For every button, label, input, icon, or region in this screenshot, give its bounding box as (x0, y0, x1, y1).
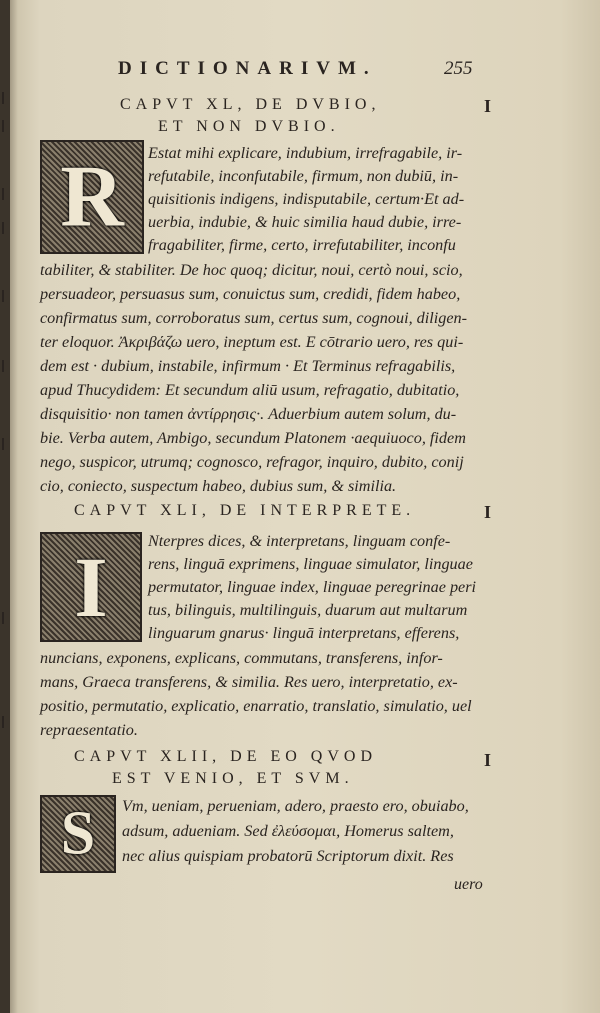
text-line: positio, permutatio, explicatio, enarratio, translatio, simulatio, uel (40, 697, 472, 715)
text-line: bie. Verba autem, Ambigo, secundum Platonem ·aequiuoco, fidem (40, 429, 466, 447)
text-line: persuadeor, persuasus sum, conuictus sum, credidi, fidem habeo, (40, 285, 461, 303)
text-line: quisitionis indigens, indisputabile, certum·Et ad- (148, 190, 465, 208)
text-line: tabiliter, & stabiliter. De hoc quoq; dicitur, noui, certò noui, scio, (40, 261, 463, 279)
text-line: mans, Graeca transferens, & similia. Res uero, interpretatio, ex- (40, 673, 458, 691)
text-line: Vm, ueniam, perueniam, adero, praesto ero, obuiabo, (122, 797, 469, 815)
chapter-heading: CAPVT XLI, DE INTERPRETE. (74, 502, 416, 519)
decorated-initial (40, 140, 144, 254)
chapter-heading: EST VENIO, ET SVM. (112, 770, 354, 787)
text-line: disquisitio· non tamen ἀντίρρησις·. Aduerbium autem solum, du- (40, 405, 457, 423)
text-line: nego, suspicor, utrumq; cognosco, refragor, inquiro, dubito, conij (40, 453, 464, 471)
initial-letter: R (60, 148, 124, 246)
text-line: linguarum gnarus· linguā interpretans, efferens, (148, 624, 460, 642)
text-line: uerbia, indubie, & huic similia haud dubie, irre- (148, 213, 462, 231)
chapter-heading: CAPVT XLII, DE EO QVOD (74, 748, 378, 765)
margin-mark: I (484, 96, 492, 116)
decorated-initial (40, 532, 142, 642)
text-line: rens, linguā exprimens, linguae simulator, linguae (148, 555, 473, 573)
text-line: nec alius quispiam probatorū Scriptorum dixit. Res (122, 847, 454, 865)
chapter-heading: ET NON DVBIO. (158, 118, 340, 135)
margin-mark: I (484, 750, 492, 770)
initial-letter: S (60, 799, 96, 868)
text-line: dem est · dubium, instabile, infirmum · Et Terminus refragabilis, (40, 357, 456, 375)
text-line: permutator, linguae index, linguae peregrinae peri (148, 578, 477, 596)
text-line: Nterpres dices, & interpretans, linguam confe- (148, 532, 451, 550)
text-line: confirmatus sum, corroboratus sum, certus sum, cognoui, diligen- (40, 309, 468, 327)
text-line: nuncians, exponens, explicans, commutans, transferens, infor- (40, 649, 443, 667)
text-line: Estat mihi explicare, indubium, irrefragabile, ir- (148, 144, 463, 162)
decorated-initial (40, 795, 116, 873)
initial-letter: I (74, 539, 108, 635)
margin-mark: I (484, 502, 492, 522)
text-line: cio, coniecto, suspectum habeo, dubius sum, & similia. (40, 477, 397, 495)
text-line: ter eloquor. Ἀκριβάζω uero, ineptum est. E cōtrario uero, res qui- (40, 333, 464, 351)
running-head: DICTIONARIVM. (118, 58, 377, 79)
text-line: repraesentatio. (40, 721, 138, 739)
text-line: fragabiliter, firme, certo, irrefutabiliter, inconfu (148, 236, 456, 254)
text-line: adsum, adueniam. Sed ἐλεύσομαι, Homerus saltem, (122, 822, 454, 840)
text-line: refutabile, inconfutabile, firmum, non dubiū, in- (148, 167, 459, 185)
catchword: uero (454, 876, 483, 893)
chapter-heading: CAPVT XL, DE DVBIO, (120, 96, 381, 113)
page-number: 255 (444, 58, 473, 79)
text-line: tus, bilinguis, multilinguis, duarum aut multarum (148, 601, 468, 619)
text-line: apud Thucydidem: Et secundum aliū usum, refragatio, dubitatio, (40, 381, 460, 399)
book-spine (0, 0, 10, 1013)
